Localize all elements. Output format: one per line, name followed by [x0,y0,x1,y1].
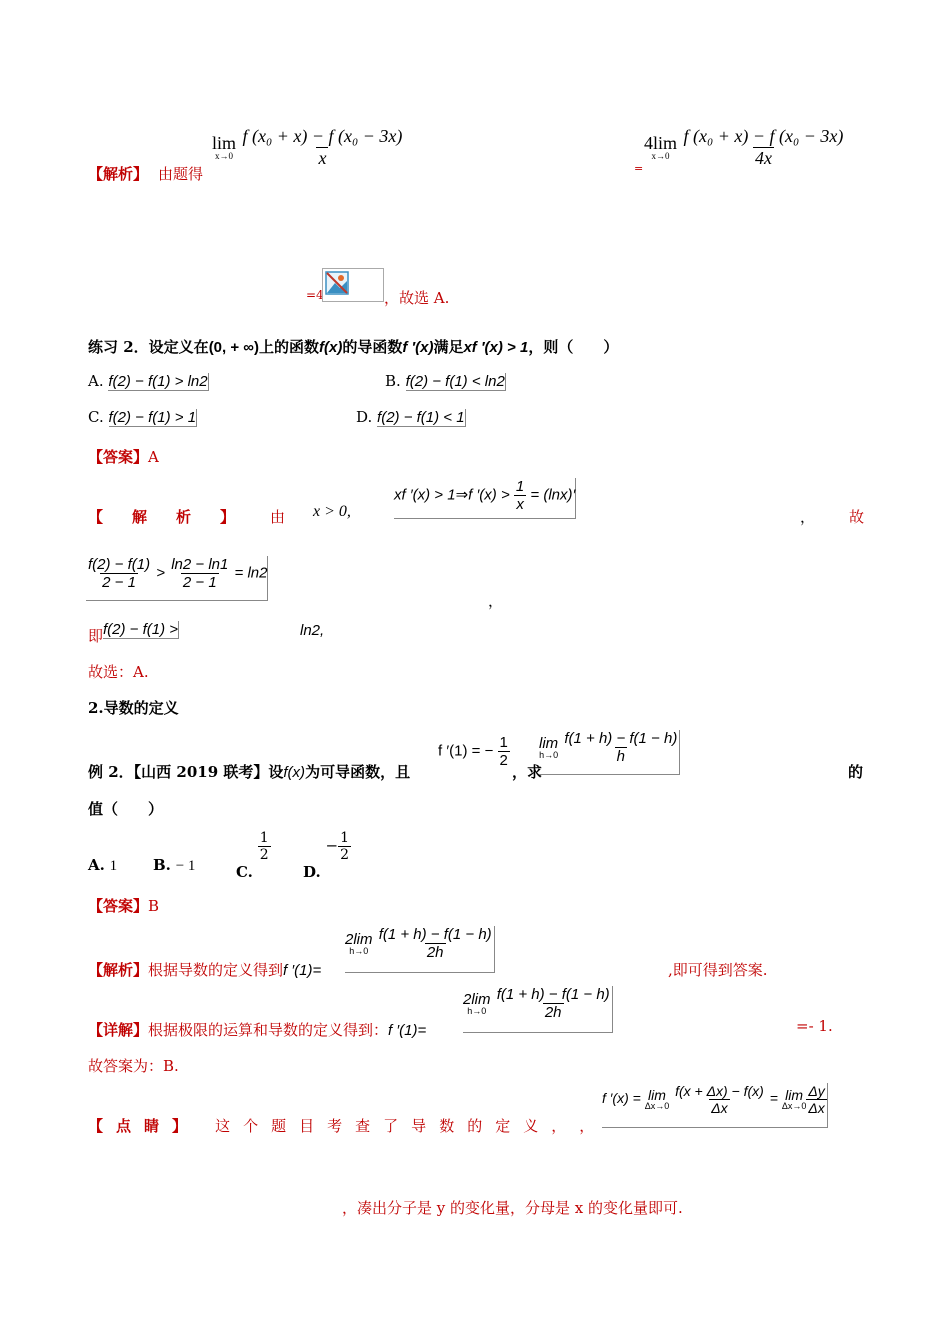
ji-char: 即 [88,627,104,645]
result-prefix: =4 [306,288,324,302]
option-d[interactable]: D. − $\frac{1}{2}$ [303,830,349,881]
option-c[interactable]: C. f(2) − f(1) > 1 [88,408,197,426]
analysis-line: 【解析】根据导数的定义得到f ′(1)= [88,961,322,979]
detail-line: 【详解】根据极限的运算和导数的定义得到：f ′(1)= [88,1021,427,1039]
limit-expression-right: 4lim x→0 $\frac{\text{f (x₀ + x) − f (x₀ − 3x)}}{4x}$ [644,126,844,168]
option-c[interactable]: C. $\frac{1}{2}$ [236,830,269,881]
tip-tail: ，凑出分子是 y 的变化量，分母是 x 的变化量即可. [342,1199,683,1217]
comma: ， [488,592,504,610]
question-ask: ，求 [512,763,543,781]
detail-tail: =- 1. [796,1017,833,1035]
limit-expression-left: lim x→0 $\frac{\text{f (x₀ + x) − f (x₀ − 3x)}}{x}$ [212,126,403,168]
equals-sign: = [634,162,644,175]
analysis-bracket-open: 【 [88,508,104,526]
answer-line: 【答案】B [88,897,160,915]
analysis-char-2: 析 [176,508,192,526]
answer-line: 【答案】A [88,448,159,466]
exercise-2-conclusion: 故选：A. [88,663,149,681]
example-2-question: 例 2．【山西 2019 联考】设f(x)为可导函数，且 [88,763,411,781]
limit-expression: lim h→0 $\frac{f(1 + h) - f(1 - h)}{h}$ [539,730,680,775]
result-suffix: ，故选 A. [384,289,450,307]
exercise-2-question: 练习 2．设定义在(0, + ∞)上的函数f(x)的导函数f ′(x)满足xf ′(x) > 1，则（ ） [88,338,619,356]
option-b[interactable]: B. − 1 [153,856,196,874]
ln2-value: ln2, [300,622,325,639]
option-b[interactable]: B. f(2) − f(1) < ln2 [385,372,505,390]
gu-char: 故 [849,508,865,526]
x-positive: x > 0, [313,503,351,520]
example-2-conclusion: 故答案为：B. [88,1057,179,1075]
analysis-label: 【解析】 [88,165,149,183]
analysis-tail: ,即可得到答案. [668,961,768,979]
analysis-text: 由题得 [158,165,204,183]
broken-image-icon [322,268,384,302]
detail-limit: 2lim h→0 $\frac{f(1 + h) - f(1 - h)}{2h}$ [463,986,613,1033]
section-heading: 2.导数的定义 [88,699,179,717]
analysis-bracket-close: 】 [220,508,236,526]
comma: ， [800,508,816,526]
difference-quotient-comparison: $\frac{f(2) - f(1)}{2 - 1}$ > $\frac{\ln 2 - \ln 1}{2 - 1}$ = ln2 [86,556,268,601]
de-char: 的 [848,763,864,781]
derivative-inequality: xf ′(x) > 1⇒f ′(x) > $\frac{1}{x}$ = (lnx)′ [394,478,576,519]
derivative-definition: f ′(x) = lim Δx→0 $\frac{f(x + \Delta x) - f(x)}{\Delta x}$ = lim Δx→0 $\frac{\Delta y}{\Delta x}$ [602,1083,828,1128]
conclusion-inequality: f(2) − f(1) > [103,621,179,638]
option-d[interactable]: D. f(2) − f(1) < 1 [356,408,465,426]
option-a[interactable]: A. f(2) − f(1) > ln2 [88,372,208,390]
question-end: 值（ ） [88,800,164,818]
tip-line: 【 点 睛 】 这 个 题 目 考 查 了 导 数 的 定 义 ， ， [88,1117,595,1135]
analysis-you: 由 [270,508,286,526]
analysis-char-1: 解 [132,508,148,526]
option-a[interactable]: A. 1 [88,856,118,874]
given-derivative-value: f ′(1) = − $\frac{1}{2}$ [438,734,508,769]
analysis-limit: 2lim h→0 $\frac{f(1 + h) - f(1 - h)}{2h}$ [345,926,495,973]
